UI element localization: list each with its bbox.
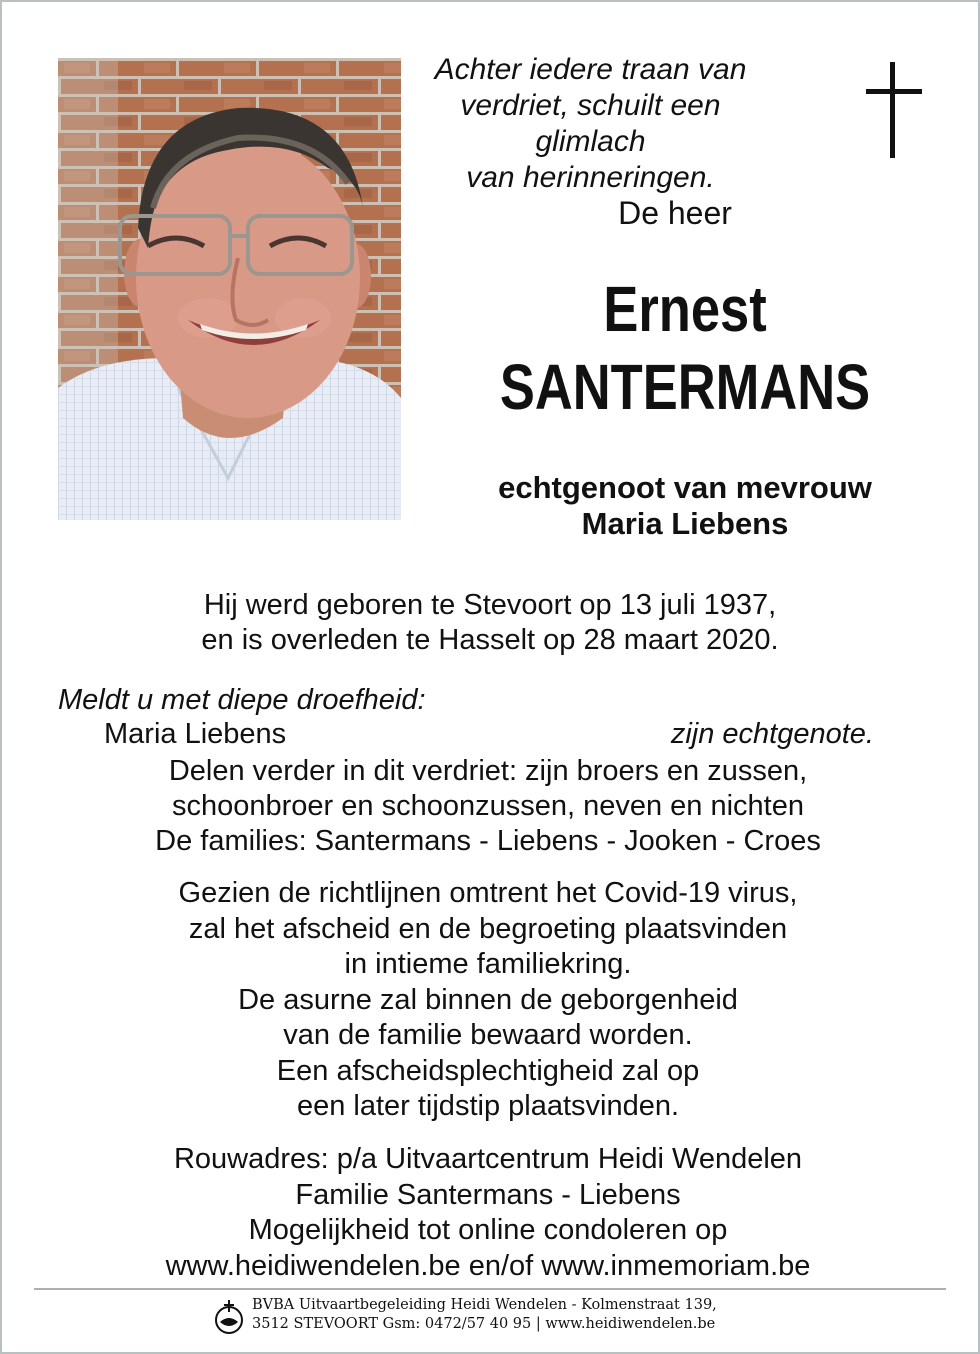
memorial-quote <box>418 52 763 196</box>
family-line: De families: Santermans - Liebens - Jooken - Croes <box>155 825 821 857</box>
covid-line: Een afscheidsplechtigheid zal op <box>276 1054 700 1087</box>
covid-line: De asurne zal binnen de geborgenheid <box>238 983 738 1016</box>
mourner-spouse-name: Maria Liebens <box>104 718 287 750</box>
spouse-line-1: echtgenoot van mevrouw <box>498 470 872 505</box>
quote-line: Achter iedere traan van <box>434 53 747 86</box>
address-line: Familie Santermans - Liebens <box>295 1178 681 1211</box>
cross-icon <box>866 62 922 158</box>
deceased-last-name: SANTERMANS <box>499 351 871 423</box>
footer-divider <box>34 1288 946 1290</box>
death-line: en is overleden te Hasselt op 28 maart 2020. <box>201 624 779 656</box>
covid-line: Gezien de richtlijnen omtrent het Covid-19 virus, <box>178 877 798 909</box>
mourner-spouse-row <box>104 718 874 754</box>
address-line: Mogelijkheid tot online condoleren op <box>248 1214 728 1246</box>
footer-line-2: 3512 STEVOORT Gsm: 0472/57 40 95 | www.heidiwendelen.be <box>252 1316 716 1332</box>
birth-death-info <box>90 588 890 658</box>
birth-line: Hij werd geboren te Stevoort op 13 juli 1937, <box>203 589 777 621</box>
announcement-intro: Meldt u met diepe droefheid: <box>58 684 426 716</box>
family-mourners <box>60 754 916 859</box>
address-line: Rouwadres: p/a Uitvaartcentrum Heidi Wendelen <box>173 1143 803 1175</box>
family-line: Delen verder in dit verdriet: zijn broers en zussen, <box>168 755 808 787</box>
funeral-home-logo-icon <box>212 1296 246 1336</box>
mourner-spouse-relation: zijn echtgenote. <box>670 718 874 750</box>
portrait-photo <box>58 58 401 520</box>
funeral-home-footer <box>212 1294 772 1338</box>
condolence-links[interactable]: www.heidiwendelen.be en/of www.inmemoriam.be <box>165 1249 811 1282</box>
honorific: De heer <box>618 195 732 231</box>
covid-line: zal het afscheid en de begroeting plaatsvinden <box>188 912 788 945</box>
footer-line-1: BVBA Uitvaartbegeleiding Heidi Wendelen - Kolmenstraat 139, <box>252 1297 717 1313</box>
quote-line: verdriet, schuilt een glimlach <box>460 89 721 158</box>
spouse-line <box>420 470 950 542</box>
spouse-line-2: Maria Liebens <box>581 506 789 541</box>
deceased-first-name: Ernest <box>603 273 767 345</box>
covid-line: een later tijdstip plaatsvinden. <box>296 1090 680 1122</box>
quote-line: van herinneringen. <box>466 161 715 194</box>
mourning-address <box>60 1142 916 1284</box>
family-line: schoonbroer en schoonzussen, neven en nichten <box>172 790 804 822</box>
covid-notice <box>60 876 916 1125</box>
covid-line: in intieme familiekring. <box>344 948 632 980</box>
covid-line: van de familie bewaard worden. <box>283 1019 693 1051</box>
